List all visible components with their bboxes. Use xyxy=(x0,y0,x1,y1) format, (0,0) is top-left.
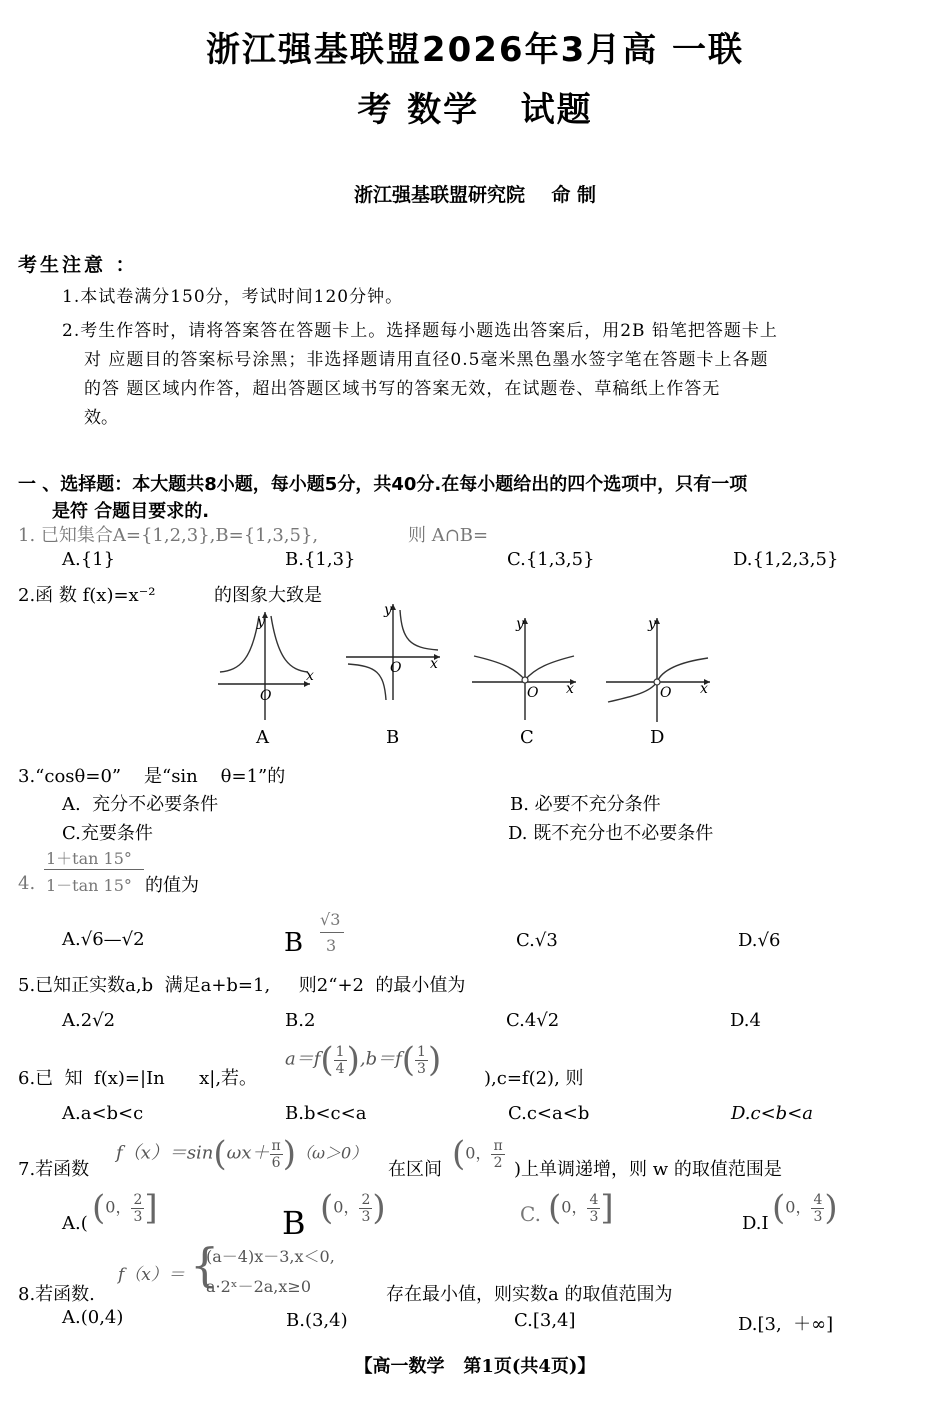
notice-heading: 考生注意 ： xyxy=(18,254,138,276)
graph-b-x: x xyxy=(430,656,438,672)
q6-option-d: D.c<b<a xyxy=(731,1103,814,1124)
q1-option-a: A.{1} xyxy=(62,549,116,570)
q8-option-a: A.(0,4) xyxy=(62,1307,124,1328)
q5-option-a: A.2√2 xyxy=(62,1010,116,1031)
graph-c-y: y xyxy=(516,616,524,632)
q7-six: 6 xyxy=(271,1154,281,1171)
q6-stem-tail: ),c=f(2), 则 xyxy=(484,1068,584,1089)
q1-option-d: D.{1,2,3,5} xyxy=(733,549,839,570)
notice-item-2: 2.考生作答时，请将答案答在答题卡上。选择题每小题选出答案后，用2B 铅笔把答题卡上 xyxy=(62,321,778,341)
q4-option-b: B xyxy=(284,928,304,958)
q4-numerator: 1＋tan 15° xyxy=(46,849,132,868)
q4-option-c: C.√3 xyxy=(516,930,558,951)
section-heading-line1: 一 、选择题：本大题共8小题，每小题5分，共40分.在每小题给出的四个选项中，只有一项 xyxy=(18,474,748,495)
q6-b-expr: ,b＝f xyxy=(359,1048,402,1070)
q6-a-den: 4 xyxy=(335,1060,345,1077)
q4-fraction-bar xyxy=(44,869,144,870)
q7-option-b: B xyxy=(282,1204,306,1242)
q3-option-b: B. 必要不充分条件 xyxy=(510,794,661,815)
graph-c xyxy=(472,616,576,748)
q6-b-num: 1 xyxy=(417,1043,426,1060)
graph-a-y: y xyxy=(257,614,265,630)
page-footer: 【高一数学 第1页(共4页)】 xyxy=(354,1356,596,1377)
notice-item-2-cont-2: 的答 题区域内作答，超出答题区域书写的答案无效，在试题卷、草稿纸上作答无 xyxy=(84,379,721,399)
q3-option-c: C.充要条件 xyxy=(62,823,153,844)
q4-number: 4. xyxy=(18,873,36,894)
q1-option-c: C.{1,3,5} xyxy=(507,549,595,570)
q7-option-d-val: (0， $\frac{4}{3}$ ) xyxy=(772,1188,838,1228)
q4-denominator: 1－tan 15° xyxy=(46,876,132,895)
graph-d-label: D xyxy=(650,727,665,748)
q7-condition: （ω＞0） xyxy=(295,1143,368,1163)
q8-stem-tail: 存在最小值，则实数a 的取值范围为 xyxy=(386,1284,673,1305)
q1-stem-tail: 则 A∩B= xyxy=(408,525,489,546)
q7-option-b-val: (0， $\frac{2}{3}$ ) xyxy=(320,1188,386,1228)
q6-option-b: B.b<c<a xyxy=(285,1103,367,1124)
notice-item-2-cont-3: 效。 xyxy=(84,408,118,428)
q7-function: f（x）＝sin(ωx＋ $\frac{\pi}{6}$ )（ω＞0） xyxy=(116,1134,368,1174)
q7-int-num: π xyxy=(493,1137,503,1154)
q6-a-def: a＝f( $\frac{1}{4}$ ),b＝f( $\frac{1}{3}$ ) xyxy=(285,1040,442,1080)
q3-stem: 3.“cosθ=0” 是“sin θ=1”的 xyxy=(18,766,286,787)
q8-option-d: D.[3, ＋∞] xyxy=(738,1314,834,1335)
notice-item-2-cont-1: 对 应题目的答案标号涂黑；非选择题请用直径0.5毫米黑色墨水签字笔在答题卡上各题 xyxy=(84,350,769,370)
graph-c-label: C xyxy=(520,727,534,748)
q7-int-den: 2 xyxy=(493,1154,503,1171)
graph-b-label: B xyxy=(386,727,400,748)
graph-d-x: x xyxy=(700,681,708,697)
q6-a-num: 1 xyxy=(335,1043,345,1060)
notice-item-1: 1.本试卷满分150分，考试时间120分钟。 xyxy=(62,287,404,307)
q4-stem-tail: 的值为 xyxy=(145,875,199,896)
q4-option-b-num: √3 xyxy=(320,910,341,929)
q6-b-den: 3 xyxy=(417,1060,426,1077)
q7-option-a-val: (0， $\frac{2}{3}$ ] xyxy=(92,1188,158,1228)
q7-int-left: 0， xyxy=(465,1143,492,1163)
q8-case2: a·2ˣ－2a,x≥0 xyxy=(206,1277,312,1296)
q7-stem: 7.若函数 xyxy=(18,1159,90,1180)
graph-a xyxy=(218,612,314,748)
q8-option-c: C.[3,4] xyxy=(514,1310,576,1331)
q8-case1: (a－4)x－3,x＜0, xyxy=(206,1247,335,1266)
q7-pi: π xyxy=(271,1137,281,1154)
q7-interval: (0， $\frac{\pi}{2}$ xyxy=(452,1134,503,1174)
q4-option-b-bar xyxy=(320,932,344,933)
q8-option-b: B.(3,4) xyxy=(286,1310,348,1331)
graph-a-o: O xyxy=(260,688,272,704)
q3-option-d: D. 既不充分也不必要条件 xyxy=(508,823,714,844)
exam-title-line2: 考 数学 试题 xyxy=(357,90,593,130)
q2-stem-tail: 的图象大致是 xyxy=(214,585,322,606)
graph-b-y: y xyxy=(384,602,392,618)
q6-option-a: A.a<b<c xyxy=(62,1103,144,1124)
q7-func-expr: f（x）＝sin xyxy=(116,1142,214,1164)
q7-option-c-val: (0， $\frac{4}{3}$ ] xyxy=(548,1188,614,1228)
graph-a-label: A xyxy=(256,727,269,748)
graph-b-o: O xyxy=(390,660,402,676)
graph-b xyxy=(346,602,440,748)
q1-option-b: B.{1,3} xyxy=(285,549,356,570)
q4-option-d: D.√6 xyxy=(738,930,781,951)
q2-stem: 2.函 数 f(x)=x⁻² xyxy=(18,585,156,606)
q2-graphs xyxy=(210,600,730,750)
graph-c-o: O xyxy=(527,685,539,701)
q3-option-a: A. 充分不必要条件 xyxy=(62,794,219,815)
graph-d-y: y xyxy=(648,616,656,632)
q7-stem-mid: 在区间 xyxy=(388,1159,442,1180)
q6-a-expr: a＝f xyxy=(285,1048,321,1070)
q5-stem: 5.已知正实数a,b 满足a+b=1, 则2“+2 的最小值为 xyxy=(18,975,466,996)
issuer-line: 浙江强基联盟研究院 命 制 xyxy=(353,184,597,206)
exam-title-line1: 浙江强基联盟2026年3月高 一联 xyxy=(205,30,745,70)
q8-stem: 8.若函数. xyxy=(18,1284,95,1305)
graph-d-o: O xyxy=(660,685,672,701)
q7-option-d: D.I xyxy=(742,1213,769,1234)
q4-option-b-den: 3 xyxy=(326,936,337,955)
q7-option-a: A.( xyxy=(62,1213,88,1234)
section-heading-line2: 是符 合题目要求的. xyxy=(52,501,210,522)
q5-option-b: B.2 xyxy=(285,1010,316,1031)
graph-d xyxy=(606,616,710,748)
graph-c-x: x xyxy=(566,681,574,697)
q5-option-c: C.4√2 xyxy=(506,1010,560,1031)
q7-stem-tail: )上单调递增，则 w 的取值范围是 xyxy=(514,1159,782,1180)
q7-option-c: C. xyxy=(520,1202,541,1226)
graph-a-x: x xyxy=(306,668,314,684)
q6-stem: 6.已 知 f(x)=|In x|,若。 xyxy=(18,1068,258,1089)
q4-option-a: A.√6—√2 xyxy=(62,929,145,950)
q5-option-d: D.4 xyxy=(730,1010,761,1031)
q6-option-c: C.c<a<b xyxy=(508,1103,590,1124)
q8-brace: { xyxy=(190,1238,220,1292)
q7-inner: ωx＋ xyxy=(226,1142,270,1164)
q8-func-expr: f（x）＝ xyxy=(118,1265,185,1285)
q1-stem: 1. 已知集合A={1,2,3},B={1,3,5}, xyxy=(18,525,319,546)
